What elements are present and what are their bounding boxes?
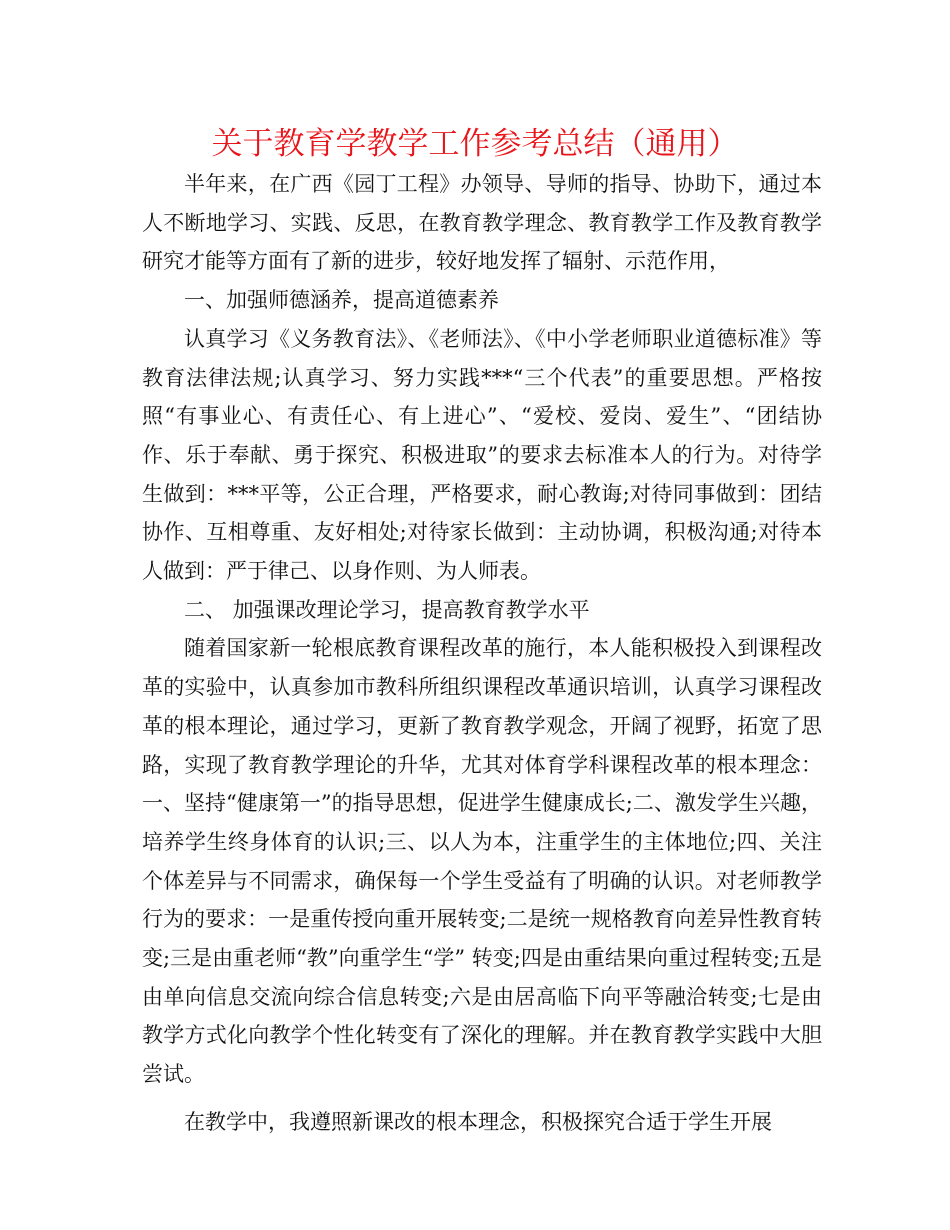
paragraph-teaching: 在教学中，我遵照新课改的根本理念，积极探究合适于学生开展 (184, 1109, 772, 1134)
section-heading-1: 一、加强师德涵养，提高道德素养 (184, 288, 499, 313)
section-heading-2: 二、 加强课改理论学习，提高教育教学水平 (184, 597, 590, 622)
paragraph-ethics: 认真学习《义务教育法》、《老师法》、《中小学老师职业道德标准》等教育法律法规;认真学习、努力实践***“三个代表”的重要思想。严格按照“有事业心、有责任心、有上进心”、“爱校、爱岗、爱生”、“团结协作、乐于奉献、勇于探究、积极进取”的要求去标准本人的行为。对待学生做到：***平等，公正合理，严格要求，耐心教诲;对待同事做到：团结协作、互相尊重、友好相处;对待家长做到：主动协调，积极沟通;对待本人做到：严于律己、以身作则、为人师表。 (142, 326, 822, 584)
paragraph-curriculum-reform: 随着国家新一轮根底教育课程改革的施行，本人能积极投入到课程改革的实验中，认真参加市教科所组织课程改革通识培训，认真学习课程改革的根本理论，通过学习，更新了教育教学观念，开阔了视野，拓宽了思路，实现了教育教学理论的升华，尤其对体育学科课程改革的根本理念：一、坚持“健康第一”的指导思想，促进学生健康成长;二、激发学生兴趣，培养学生终身体育的认识;三、以人为本，注重学生的主体地位;四、关注个体差异与不同需求，确保每一个学生受益有了明确的认识。对老师教学行为的要求：一是重传授向重开展转变;二是统一规格教育向差异性教育转变;三是由重老师“教”向重学生“学” 转变;四是由重结果向重过程转变;五是由单向信息交流向综合信息转变;六是由居高临下向平等融洽转变;七是由教学方式化向教学个性化转变有了深化的理解。并在教育教学实践中大胆尝试。 (142, 636, 822, 1087)
document-title: 关于教育学教学工作参考总结（通用） (211, 126, 739, 162)
document-body (142, 165, 822, 1142)
paragraph-intro: 半年来，在广西《园丁工程》办领导、导师的指导、协助下，通过本人不断地学习、实践、反思，在教育教学理念、教育教学工作及教育教学研究才能等方面有了新的进步，较好地发挥了辐射、示范作用， (142, 172, 822, 274)
